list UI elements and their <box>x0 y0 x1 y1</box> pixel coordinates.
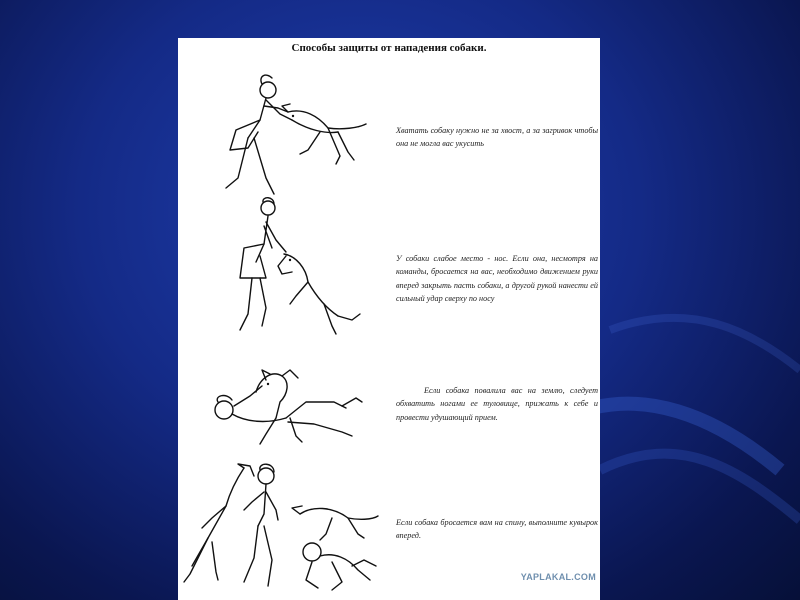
slide-title: Способы защиты от нападения собаки. <box>291 42 487 54</box>
illustration-forward-roll <box>182 462 392 598</box>
watermark: YAPLAKAL.COM <box>520 572 596 582</box>
illustration-ground-choke <box>206 362 366 452</box>
illustration-close-muzzle <box>226 196 366 346</box>
tip-3-caption: Если собака повалила вас на землю, следует обхватить ногами ее туловище, прижать к себе и провести удушающий прием. <box>396 386 598 422</box>
tip-4-caption: Если собака бросается вам на спину, выполните кувырок вперед. <box>396 518 598 541</box>
slide-card <box>178 38 600 600</box>
tip-2-caption: У собаки слабое место - нос. Если она, несмотря на команды, бросается на вас, необходимо движением руки вперед закрыть пасть собаки, а другой рукой нанести ей сильный удар сверху по носу <box>396 254 598 303</box>
tip-1-caption: Хватать собаку нужно не за хвост, а за загривок чтобы она не могла вас укусить <box>396 126 598 149</box>
